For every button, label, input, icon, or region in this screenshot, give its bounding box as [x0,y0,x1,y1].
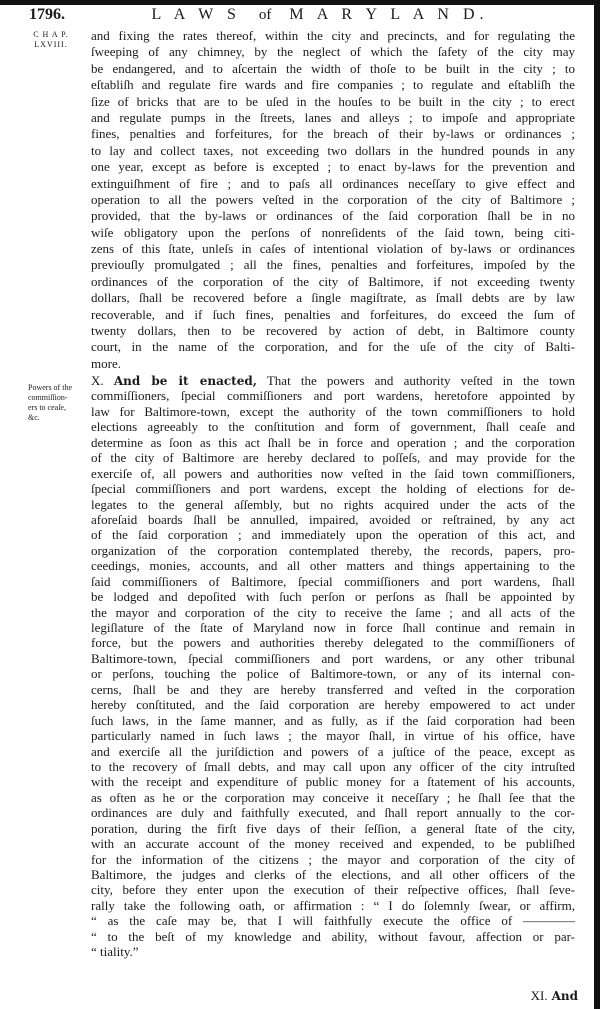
catchword-number: XI. [530,988,548,1003]
text-line: commiſſioners, ſpecial commiſſioners and port wardens, heretofore appointed by [91,388,575,404]
running-head-laws: L A W S [151,6,241,23]
text-line: poration, during the firſt five days of their ſeſſion, a general ſtate of the city, [91,820,575,836]
text-line: to the recovery of ſmall debts, and may call upon any officer of the city intruſted [91,758,575,774]
text-line: dollars, ſhall be recovered before a ſingle magiſtrate, as ſmall debts are by law [91,290,575,306]
text-line: to lay and collect taxes, not exceeding two dollars in the hundred pounds in any [91,142,575,158]
margin-note-line: commiſſion- [28,393,68,402]
text-line: with the receipt and expenditure of public money for a ſtatement of his accounts, [91,774,575,790]
text-line: for the information of the citizens ; the mayor and corporation of the city of [91,851,575,867]
text-line: more. [91,355,121,371]
text-line: elections agreeably to the conſtitution and form of government, ſhall ceaſe and [91,419,575,435]
text-line: aforeſaid boards ſhall be annulled, impaired, avoided or reſtrained, by any act [91,511,575,527]
text-line: legates to the general aſſembly, but no rights acquired under the acts of the [91,496,575,512]
running-head [150,6,490,24]
text-line: with an accurate account of the money received and expended, to be publiſhed [91,836,575,852]
text-line: ſuch laws, in the ſame manner, and as fully, as if the ſaid corporation had been [91,712,575,728]
first-line-text: That the powers and authority veſted in the town [266,373,576,388]
text-line: exerciſe of, all powers and authorities now veſted in the ſaid town commiſſioners, [91,465,575,481]
text-line: organization of the corporation contemplated thereby, the records, papers, pro- [91,542,575,558]
running-head-maryland: M A R Y L A N D. [289,6,489,23]
section-margin-note [28,383,88,423]
text-line: extinguiſhment of fire ; and to paſs all ordinances neceſſary to give effect and [91,175,575,191]
text-line: be lodged and depoſited with ſuch perſon or perſons as ſhall be appointed by [91,589,575,605]
text-line: of the city of Baltimore are hereby declared to poſſeſs, and may provide for the [91,450,575,466]
chapter-label: C H A P. [33,30,69,39]
text-line: law for Baltimore-town, except the authority of the town commiſſioners to hold [91,403,575,419]
text-line: ſpecial commiſſioners and port wardens, except the holding of elections for de- [91,481,575,497]
text-line: court, in the name of the corporation, and for the uſe of the city of Balti- [91,339,575,355]
text-line: as often as he or the corporation may conceive it neceſſary ; he ſhall ſee that the [91,789,575,805]
text-line: and regulate pumps in the ſtreets, lanes and alleys ; to impoſe and appropriate [91,109,575,125]
text-line: Baltimore-town, ſpecial commiſſioners and port wardens, or any other tribunal [91,650,575,666]
text-line: ſweeping of any chimney, by the neglect of which the ſafety of the city may [91,44,575,60]
text-line: determine as ſoon as this act ſhall be in force and operation ; and the corporation [91,434,575,450]
text-line: “ as the caſe may be, that I will faithfully execute the office of ———— [91,913,575,929]
text-line: legiſlature of the ſtate of Maryland now in force ſhall continue and remain in [91,620,575,635]
text-line: be endangered, and to aſcertain the width of thoſe to be built in the city ; to [91,60,575,76]
text-line: twenty dollars, then to be recovered by action of debt, in Baltimore county [91,323,575,339]
catchword [531,988,578,1004]
text-line: “ tiality.” [91,944,139,960]
text-line: or perſons, touching the police of Baltimore-town, or any of its internal con- [91,666,575,682]
text-line: previouſly promulgated ; all the fines, penalties and forfeitures, impoſed by the [91,257,575,273]
text-line: cerns, ſhall be and they are hereby transferred and veſted in the corporation [91,681,575,697]
text-line: of the ſaid corporation ; and immediately upon the operation of this act, and [91,527,575,543]
text-line: city, before they enter upon the execution of their reſpective offices, ſhall ſeve- [91,882,575,898]
text-line: ſize of bricks that are to be uſed in the houſes to be built in the city ; to erect [91,93,575,109]
text-line: rally take the following oath, or affirmation : “ I do ſolemnly ſwear, or affirm, [91,897,575,913]
text-line: force, but the powers and authorities thereby delegated to the commiſſioners of [91,635,575,651]
text-line: ceedings, monies, accounts, and all other matters and things appertaining to the [91,558,575,574]
text-line: particularly named in ſuch laws ; the mayor ſhall, in virtue of his office, have [91,728,575,744]
margin-note-line: Powers of the [28,383,72,392]
text-line: Baltimore, the judges and clerks of the elections, and all other officers of the [91,867,575,882]
paragraph-continued [91,28,575,372]
text-line: “ to the beſt of my knowledge and ability, without favour, affection or par- [91,928,575,944]
text-line: and exerciſe all the juriſdiction and powers of a juſtice of the peace, except as [91,743,575,759]
text-line: ſaid commiſſioners of Baltimore, ſpecial commiſſioners and port wardens, ſhall [91,573,575,589]
running-head-of: of [258,7,272,23]
text-line: the mayor and corporation of the city to receive the ſame ; and all acts of the [91,604,575,620]
chapter-number: LXVIII. [34,40,68,49]
text-line: eſtabliſh and regulate fire wards and fire companies ; to regulate and eſtabliſh the [91,77,575,93]
text-line: ordinances are duly and faithfully executed, and ſhall report annually to the cor- [91,805,575,821]
text-line: one year, except as before is excepted ; to enact by-laws for the prevention and [91,159,575,175]
paragraph-section-x [91,373,575,960]
text-line [91,373,575,388]
text-line: operation to all the powers veſted in the corporation of the city of Baltimore ; [91,191,575,207]
text-line: wiſe obligatory upon the perſons of nonreſidents of the ſaid town, being citi- [91,224,575,240]
text-line: ordinances of the corporation of the city of Baltimore, if not exceeding twenty [91,273,575,289]
text-line: provided, that the by-laws or ordinances of the ſaid corporation ſhall be in no [91,208,575,224]
margin-note-line: ers to ceaſe, [28,403,66,412]
page-year: 1796. [29,6,65,23]
enacting-phrase: And be it enacted, [113,374,257,388]
text-line: recoverable, and if ſuch fines, penalties and forfeitures, do exceed the ſum of [91,306,575,322]
text-line: fines, penalties and forfeitures, for the breach of their by-laws or ordinances ; [91,126,575,142]
section-number: X. [91,373,104,388]
catchword-word: And [551,989,578,1003]
text-line: and fixing the rates thereof, within the city and precincts, and for regulating the [91,28,575,43]
text-line: zens of this ſtate, unleſs in caſes of intentional violation of by-laws or ordinances [91,241,575,257]
scan-border-right [594,0,600,1009]
scan-border-top [0,0,600,5]
chapter-margin-note [27,30,75,50]
text-line: hereby conſtituted, and the ſaid corporation are hereby empowered to act under [91,697,575,713]
margin-note-line: &c. [28,413,40,422]
